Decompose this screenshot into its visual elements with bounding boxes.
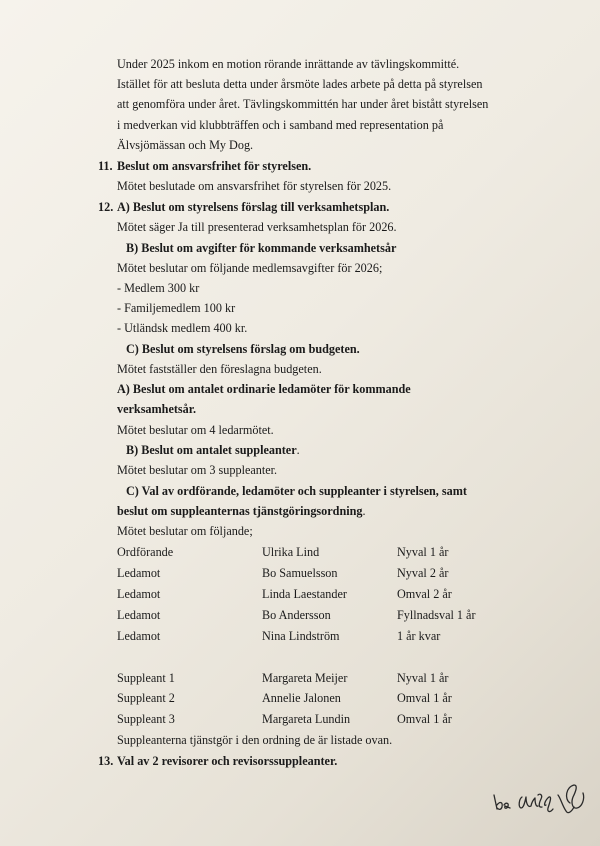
item-12a-text: Mötet säger Ja till presenterad verksamhetsplan för 2026. — [117, 220, 397, 234]
item-12b-text: Mötet beslutar om följande medlemsavgifter för 2026; — [117, 261, 383, 275]
substitute-term: Omval 1 år — [397, 712, 452, 726]
item-11-text: Mötet beslutade om ansvarsfrihet för styrelsen för 2025. — [117, 179, 392, 193]
item-12b2-dot: . — [296, 443, 300, 457]
item-12c2-title-2: beslut om suppleanternas tjänstgöringsordning — [117, 504, 363, 518]
board-name: Bo Samuelsson — [262, 566, 338, 580]
intro-line-2: Istället för att besluta detta under årsmöte lades arbete på detta på styrelsen — [117, 77, 483, 91]
item-12b2-title: B) Beslut om antalet suppleanter — [126, 443, 297, 457]
fee-family: - Familjemedlem 100 kr — [117, 301, 236, 315]
board-name: Nina Lindström — [262, 629, 340, 643]
substitute-term: Omval 1 år — [397, 691, 452, 705]
item-13-number: 13. — [98, 754, 114, 768]
item-12c2-title-2-line — [117, 503, 366, 519]
board-name: Linda Laestander — [262, 587, 347, 601]
intro-line-1: Under 2025 inkom en motion rörande inrättande av tävlingskommitté. — [117, 57, 460, 71]
item-12c2-title-1: C) Val av ordförande, ledamöter och suppleanter i styrelsen, samt — [126, 484, 467, 498]
item-12b2-text: Mötet beslutar om 3 suppleanter. — [117, 463, 278, 477]
substitutes-note: Suppleanterna tjänstgör i den ordning de är listade ovan. — [117, 733, 393, 747]
substitute-role: Suppleant 3 — [117, 712, 175, 726]
item-12c-text: Mötet fastställer den föreslagna budgeten. — [117, 362, 322, 376]
item-12b-title: B) Beslut om avgifter för kommande verksamhetsår — [126, 241, 397, 255]
item-12a2-text: Mötet beslutar om 4 ledarmötet. — [117, 423, 274, 437]
item-12a2-title-1: A) Beslut om antalet ordinarie ledamöter för kommande — [117, 382, 411, 396]
fee-member: - Medlem 300 kr — [117, 281, 200, 295]
board-role: Ledamot — [117, 587, 161, 601]
intro-line-5: Älvsjömässan och My Dog. — [117, 138, 254, 152]
board-term: Omval 2 år — [397, 587, 452, 601]
item-12a-title: A) Beslut om styrelsens förslag till verksamhetsplan. — [117, 200, 390, 214]
board-role: Ledamot — [117, 566, 161, 580]
substitute-role: Suppleant 1 — [117, 671, 175, 685]
board-role: Ledamot — [117, 608, 161, 622]
intro-line-4: i medverkan vid klubbträffen och i samband med representation på — [117, 118, 444, 132]
substitute-term: Nyval 1 år — [397, 671, 449, 685]
item-12c-title: C) Beslut om styrelsens förslag om budgeten. — [126, 342, 360, 356]
substitute-name: Margareta Lundin — [262, 712, 351, 726]
item-13-title: Val av 2 revisorer och revisorssuppleanter. — [117, 754, 338, 768]
board-term: Nyval 1 år — [397, 545, 449, 559]
item-12c2-text: Mötet beslutar om följande; — [117, 524, 253, 538]
board-term: Fyllnadsval 1 år — [397, 608, 476, 622]
item-12a2-title-2: verksamhetsår. — [117, 402, 197, 416]
item-11-number: 11. — [98, 159, 113, 173]
item-11-title: Beslut om ansvarsfrihet för styrelsen. — [117, 159, 312, 173]
board-name: Bo Andersson — [262, 608, 331, 622]
substitute-name: Margareta Meijer — [262, 671, 348, 685]
fee-foreign: - Utländsk medlem 400 kr. — [117, 321, 248, 335]
item-12-number: 12. — [98, 200, 114, 214]
substitute-name: Annelie Jalonen — [262, 691, 341, 705]
intro-line-3: att genomföra under året. Tävlingskommittén har under året bistått styrelsen — [117, 97, 489, 111]
signature-initials-icon — [488, 775, 598, 825]
item-12b2-title-line — [126, 442, 300, 458]
board-term: 1 år kvar — [397, 629, 441, 643]
substitute-role: Suppleant 2 — [117, 691, 175, 705]
item-12c2-dot: . — [362, 504, 366, 518]
board-role: Ledamot — [117, 629, 161, 643]
board-name: Ulrika Lind — [262, 545, 320, 559]
board-role: Ordförande — [117, 545, 174, 559]
board-term: Nyval 2 år — [397, 566, 449, 580]
